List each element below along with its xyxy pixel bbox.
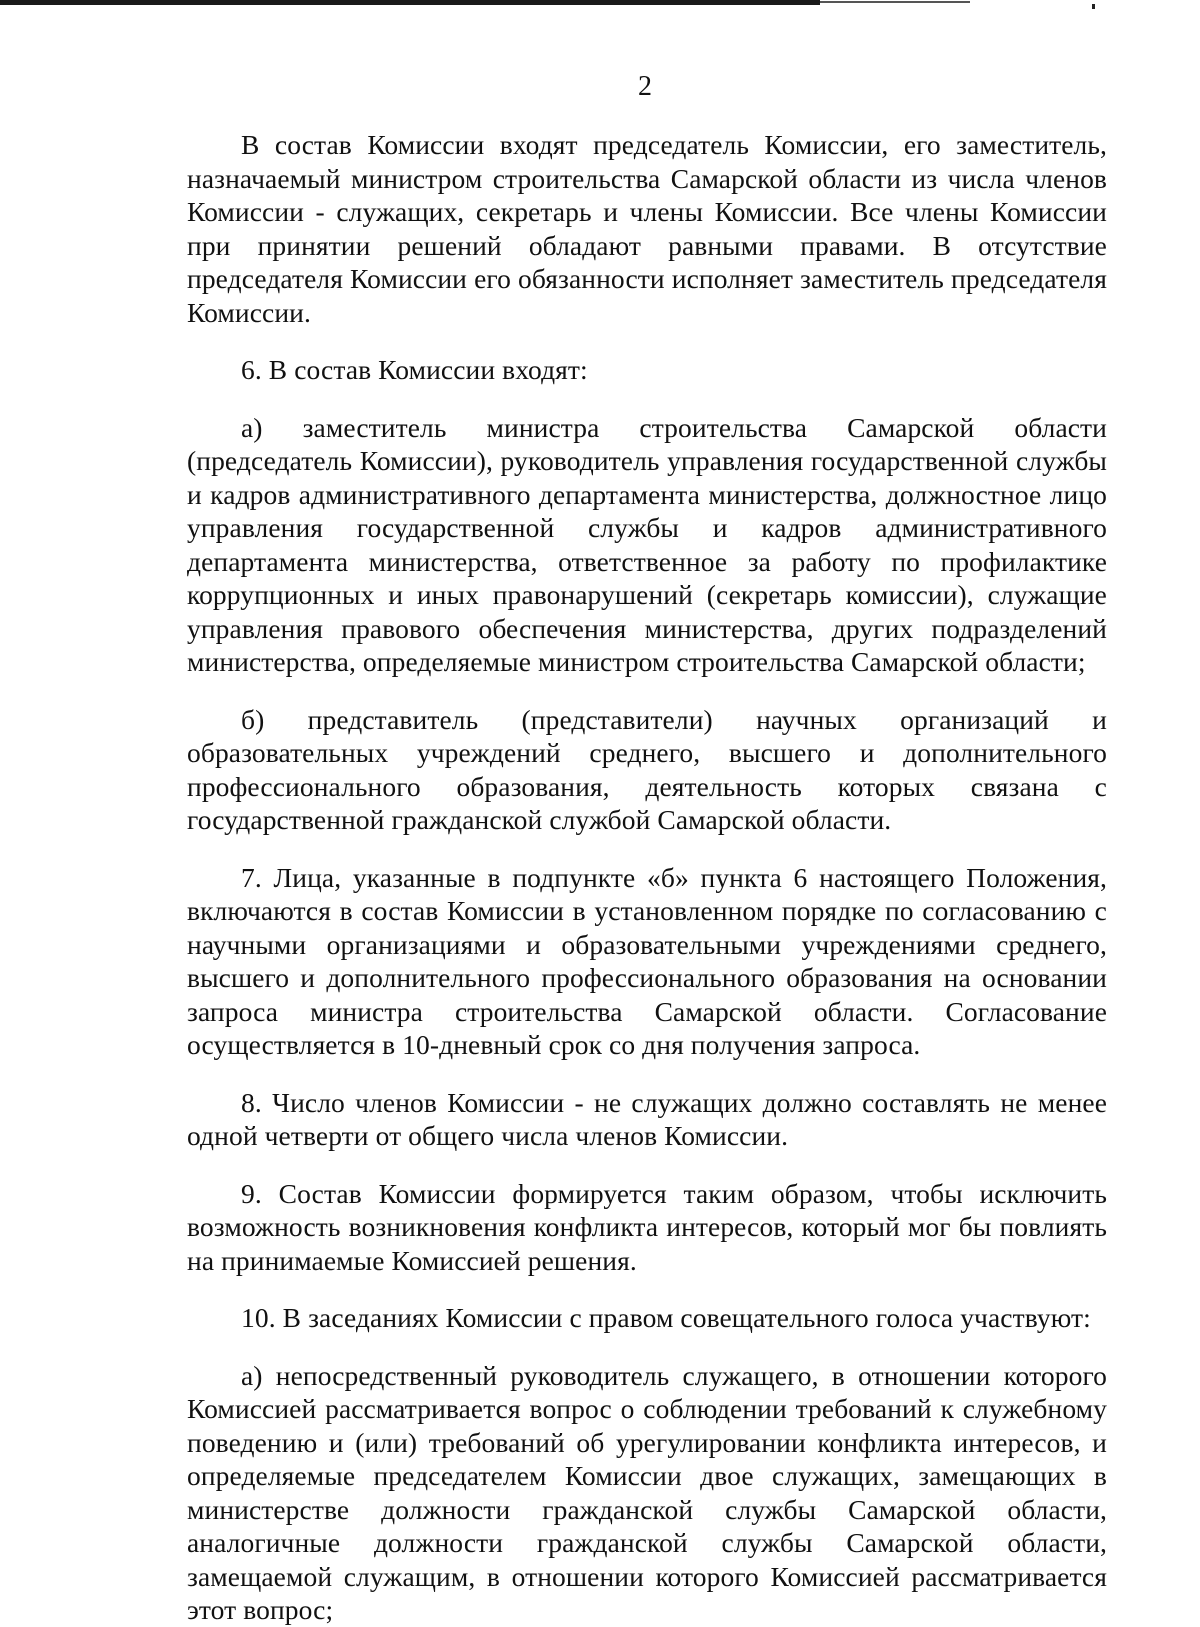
paragraph-item-6b: б) представитель (представители) научных организаций и образовательных учреждений среднего, высшего и дополнительного профессионального образования, деятельность которых связана с государственной гражданской службой Самарской области. [187, 703, 1107, 835]
paragraph-item-6a: а) заместитель министра строительства Самарской области (председатель Комиссии), руководитель управления государственной службы и кадров административного департамента министерства, должностное лицо управления государственной службы и кадров административного департамента министерства, ответственное за работу по профилактике коррупционных и иных правонарушений (секретарь комиссии), служащие управления правового обеспечения министерства, других подразделений министерства, определяемые министром строительства Самарской области; [187, 411, 1107, 677]
scan-edge-mark [0, 0, 820, 5]
paragraph-item-10a: а) непосредственный руководитель служащего, в отношении которого Комиссией рассматривается вопрос о соблюдении требований к служебному поведению и (или) требований об урегулировании конфликта интересов, и определяемые председателем Комиссии двое служащих, замещающих в министерстве должности гражданской службы Самарской области, аналогичные должности гражданской службы Самарской области, замещаемой служащим, в отношении которого Комиссией рассматривается этот вопрос; [187, 1359, 1107, 1625]
page-number: 2 [638, 71, 652, 102]
paragraph-item-7: 7. Лица, указанные в подпункте «б» пункта 6 настоящего Положения, включаются в состав Комиссии в установленном порядке по согласованию с научными организациями и образовательными учреждениями среднего, высшего и дополнительного профессионального образования на основании запроса министра строительства Самарской области. Согласование осуществляется в 10-дневный срок со дня получения запроса. [187, 861, 1107, 1060]
paragraph-item-8: 8. Число членов Комиссии - не служащих должно составлять не менее одной четверти от общего числа членов Комиссии. [187, 1086, 1107, 1151]
scan-dust-mark [1092, 4, 1095, 9]
paragraph-item-10: 10. В заседаниях Комиссии с правом совещательного голоса участвуют: [241, 1302, 1091, 1333]
paragraph-commission-composition: В состав Комиссии входят председатель Комиссии, его заместитель, назначаемый министром строительства Самарской области из числа членов Комиссии - служащих, секретарь и члены Комиссии. Все члены Комиссии при принятии решений обладают равными правами. В отсутствие председателя Комиссии его обязанности исполняет заместитель председателя Комиссии. [187, 129, 1107, 328]
document-body [187, 128, 1107, 1627]
paragraph-item-6: 6. В состав Комиссии входят: [241, 354, 588, 385]
paragraph-item-9: 9. Состав Комиссии формируется таким образом, чтобы исключить возможность возникновения конфликта интересов, который мог бы повлиять на принимаемые Комиссией решения. [187, 1177, 1107, 1276]
scan-edge-mark-faint [820, 1, 970, 3]
